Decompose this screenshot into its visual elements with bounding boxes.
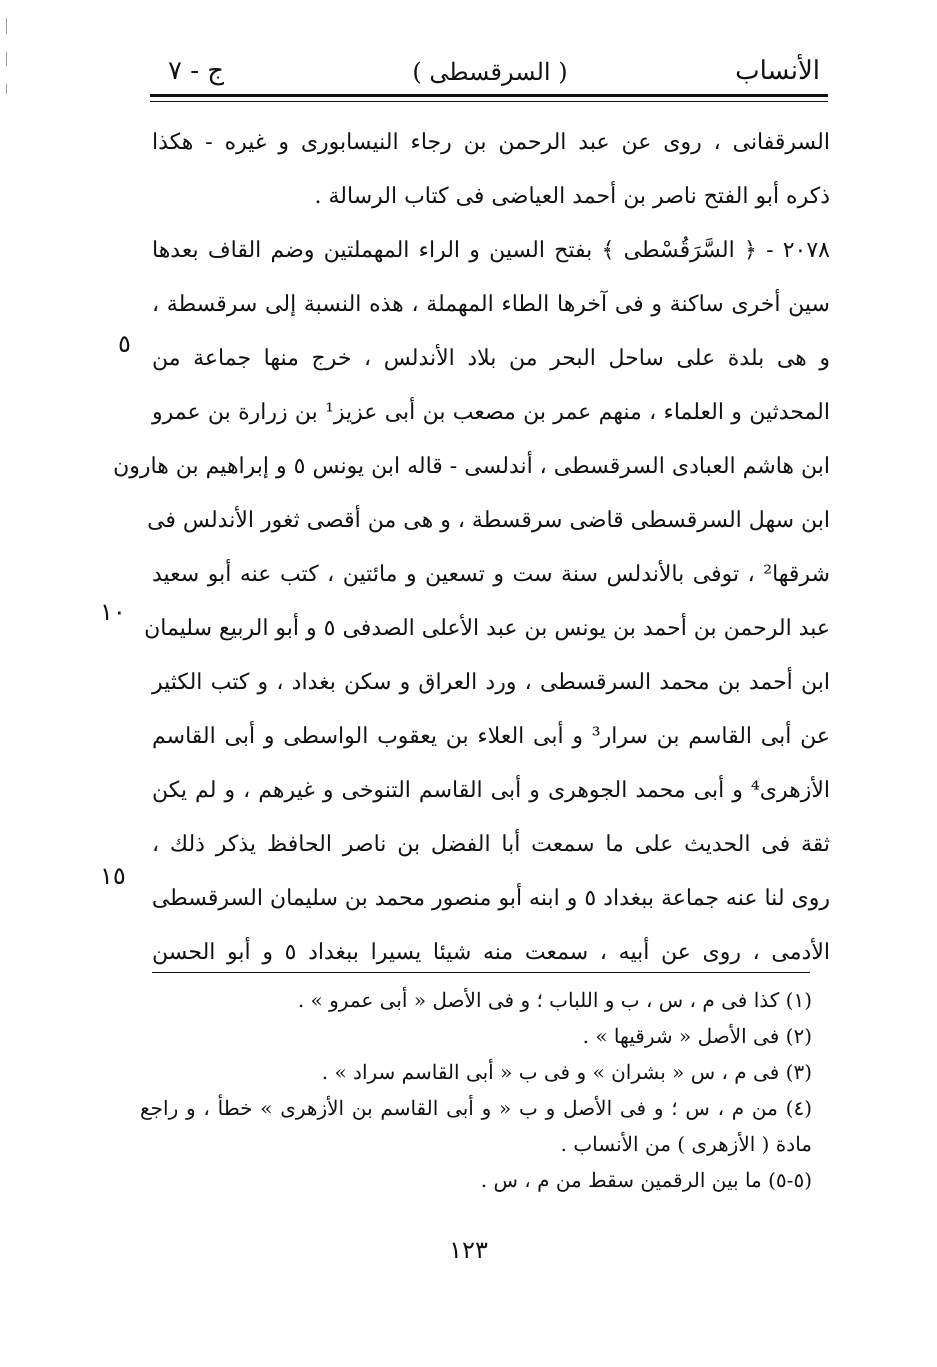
- footnote-rule: [152, 972, 810, 973]
- book-title: الأنساب: [735, 56, 820, 86]
- footnote: (٢) فى الأصل « شرقيها » .: [582, 1024, 812, 1048]
- footnotes: [140, 982, 812, 1198]
- text-line: سين أخرى ساكنة و فى آخرها الطاء المهملة ، هذه النسبة إلى سرقسطة ،: [152, 292, 830, 317]
- footnote-continuation: مادة ( الأزهرى ) من الأنساب .: [560, 1132, 812, 1156]
- header-rule: [150, 94, 828, 97]
- text-line: ابن سهل السرقسطى قاضى سرقسطة ، و هى من أقصى ثغور الأندلس فى: [147, 508, 830, 533]
- text-line: ابن أحمد بن محمد السرقسطى ، ورد العراق و سكن بغداد ، و كتب الكثير: [152, 670, 830, 695]
- header-rule-thin: [150, 101, 828, 102]
- margin-mark: [6, 52, 7, 66]
- volume-label: ج - ٧: [168, 56, 225, 86]
- text-line: ثقة فى الحديث على ما سمعت أبا الفضل بن ناصر الحافظ يذكر ذلك ،: [152, 832, 830, 857]
- text-line: المحدثين و العلماء ، منهم عمر بن مصعب بن أبى عزيز¹ بن زرارة بن عمرو: [152, 400, 830, 425]
- footnote: (٣) فى م ، س « بشران » و فى ب « أبى القاسم سراد » .: [321, 1060, 812, 1084]
- text-line: ذكره أبو الفتح ناصر بن أحمد العياضى فى كتاب الرسالة .: [314, 184, 830, 209]
- margin-mark: [6, 18, 7, 34]
- line-number: ١٥: [100, 862, 126, 890]
- footnote: (٥-٥) ما بين الرقمين سقط من م ، س .: [480, 1168, 812, 1192]
- margin-mark: [6, 84, 7, 94]
- text-line: الأزهرى⁴ و أبى محمد الجوهرى و أبى القاسم التنوخى و غيرهم ، و لم يكن: [152, 778, 830, 803]
- text-line: عن أبى القاسم بن سرار³ و أبى العلاء بن يعقوب الواسطى و أبى القاسم: [152, 724, 830, 749]
- running-header: [150, 48, 830, 88]
- line-number: ٥: [118, 330, 131, 358]
- text-line: شرقها² ، توفى بالأندلس سنة ست و تسعين و مائتين ، كتب عنه أبو سعيد: [152, 562, 830, 587]
- text-line: و هى بلدة على ساحل البحر من بلاد الأندلس ، خرج منها جماعة من: [152, 346, 830, 371]
- entry-title: ( السرقسطى ): [412, 58, 568, 86]
- text-line: عبد الرحمن بن أحمد بن يونس بن عبد الأعلى الصدفى ٥ و أبو الربيع سليمان: [144, 616, 830, 641]
- text-line: ابن هاشم العبادى السرقسطى ، أندلسى - قاله ابن يونس ٥ و إبراهيم بن هارون: [113, 454, 830, 479]
- page-number: ١٢٣: [449, 1236, 488, 1264]
- text-line: السرقفانى ، روى عن عبد الرحمن بن رجاء النيسابورى و غيره - هكذا: [152, 130, 830, 155]
- footnote: (٤) من م ، س ؛ و فى الأصل و ب « و أبى القاسم بن الأزهرى » خطأ ، و راجع: [140, 1096, 812, 1120]
- text-line: روى لنا عنه جماعة ببغداد ٥ و ابنه أبو منصور محمد بن سليمان السرقسطى: [151, 886, 830, 911]
- footnote: (١) كذا فى م ، س ، ب و اللباب ؛ و فى الأصل « أبى عمرو » .: [297, 988, 812, 1012]
- line-number: ١٠: [100, 598, 126, 626]
- text-line: ٢٠٧٨ - ﴿ السَّرَقُسْطى ﴾ بفتح السين و الراء المهملتين وضم القاف بعدها: [152, 238, 830, 263]
- text-line: الأدمى ، روى عن أبيه ، سمعت منه شيئا يسيرا ببغداد ٥ و أبو الحسن: [152, 940, 831, 965]
